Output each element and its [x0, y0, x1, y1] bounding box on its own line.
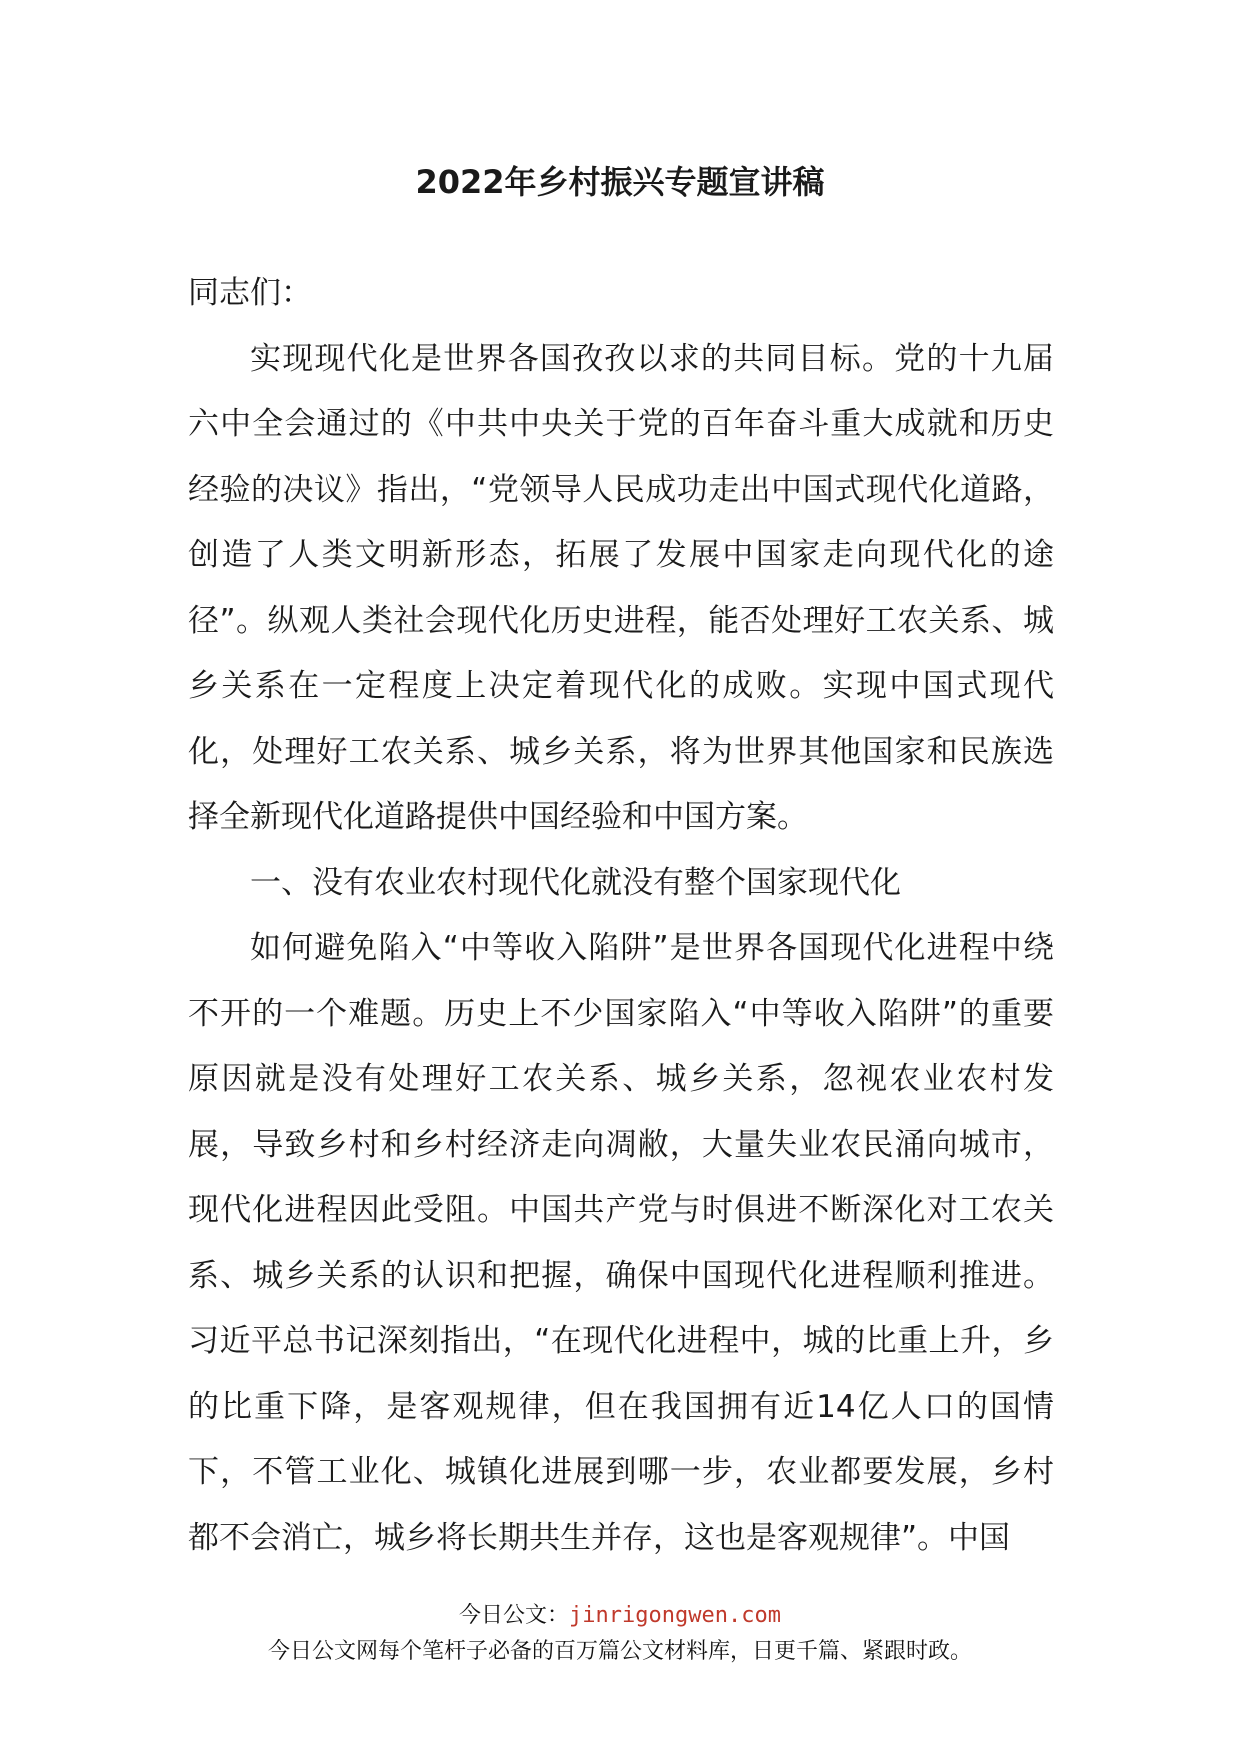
footer-source [0, 1598, 1240, 1629]
footer-tagline: 今日公文网每个笔杆子必备的百万篇公文材料库，日更千篇、紧跟时政。 [267, 1639, 972, 1664]
paragraph-intro: 实现现代化是世界各国孜孜以求的共同目标。党的十九届六中全会通过的《中共中央关于党的百年奋斗重大成就和历史经验的决议》指出，“党领导人民成功走出中国式现代化道路，创造了人类文明新形态，拓展了发展中国家走向现代化的途径”。纵观人类社会现代化历史进程，能否处理好工农关系、城乡关系在一定程度上决定着现代化的成败。实现中国式现代化，处理好工农关系、城乡关系，将为世界其他国家和民族选择全新现代化道路提供中国经验和中国方案。 [188, 340, 1054, 835]
footer-label: 今日公文： [459, 1603, 570, 1628]
page-title: 2022年乡村振兴专题宣讲稿 [415, 163, 825, 201]
document-body [188, 261, 1054, 1571]
salutation: 同志们： [188, 275, 312, 311]
footer-url-link[interactable]: jinrigongwen.com [569, 1603, 781, 1628]
paragraph-section-1: 如何避免陷入“中等收入陷阱”是世界各国现代化进程中绕不开的一个难题。历史上不少国家陷入“中等收入陷阱”的重要原因就是没有处理好工农关系、城乡关系，忽视农业农村发展，导致乡村和乡村经济走向凋敝，大量失业农民涌向城市，现代化进程因此受阻。中国共产党与时俱进不断深化对工农关系、城乡关系的认识和把握，确保中国现代化进程顺利推进。习近平总书记深刻指出，“在现代化进程中，城的比重上升，乡的比重下降，是客观规律，但在我国拥有近14亿人口的国情下，不管工业化、城镇化进展到哪一步，农业都要发展，乡村都不会消亡，城乡将长期共生并存，这也是客观规律”。中国 [188, 930, 1054, 1556]
section-heading-1: 一、没有农业农村现代化就没有整个国家现代化 [250, 864, 901, 901]
